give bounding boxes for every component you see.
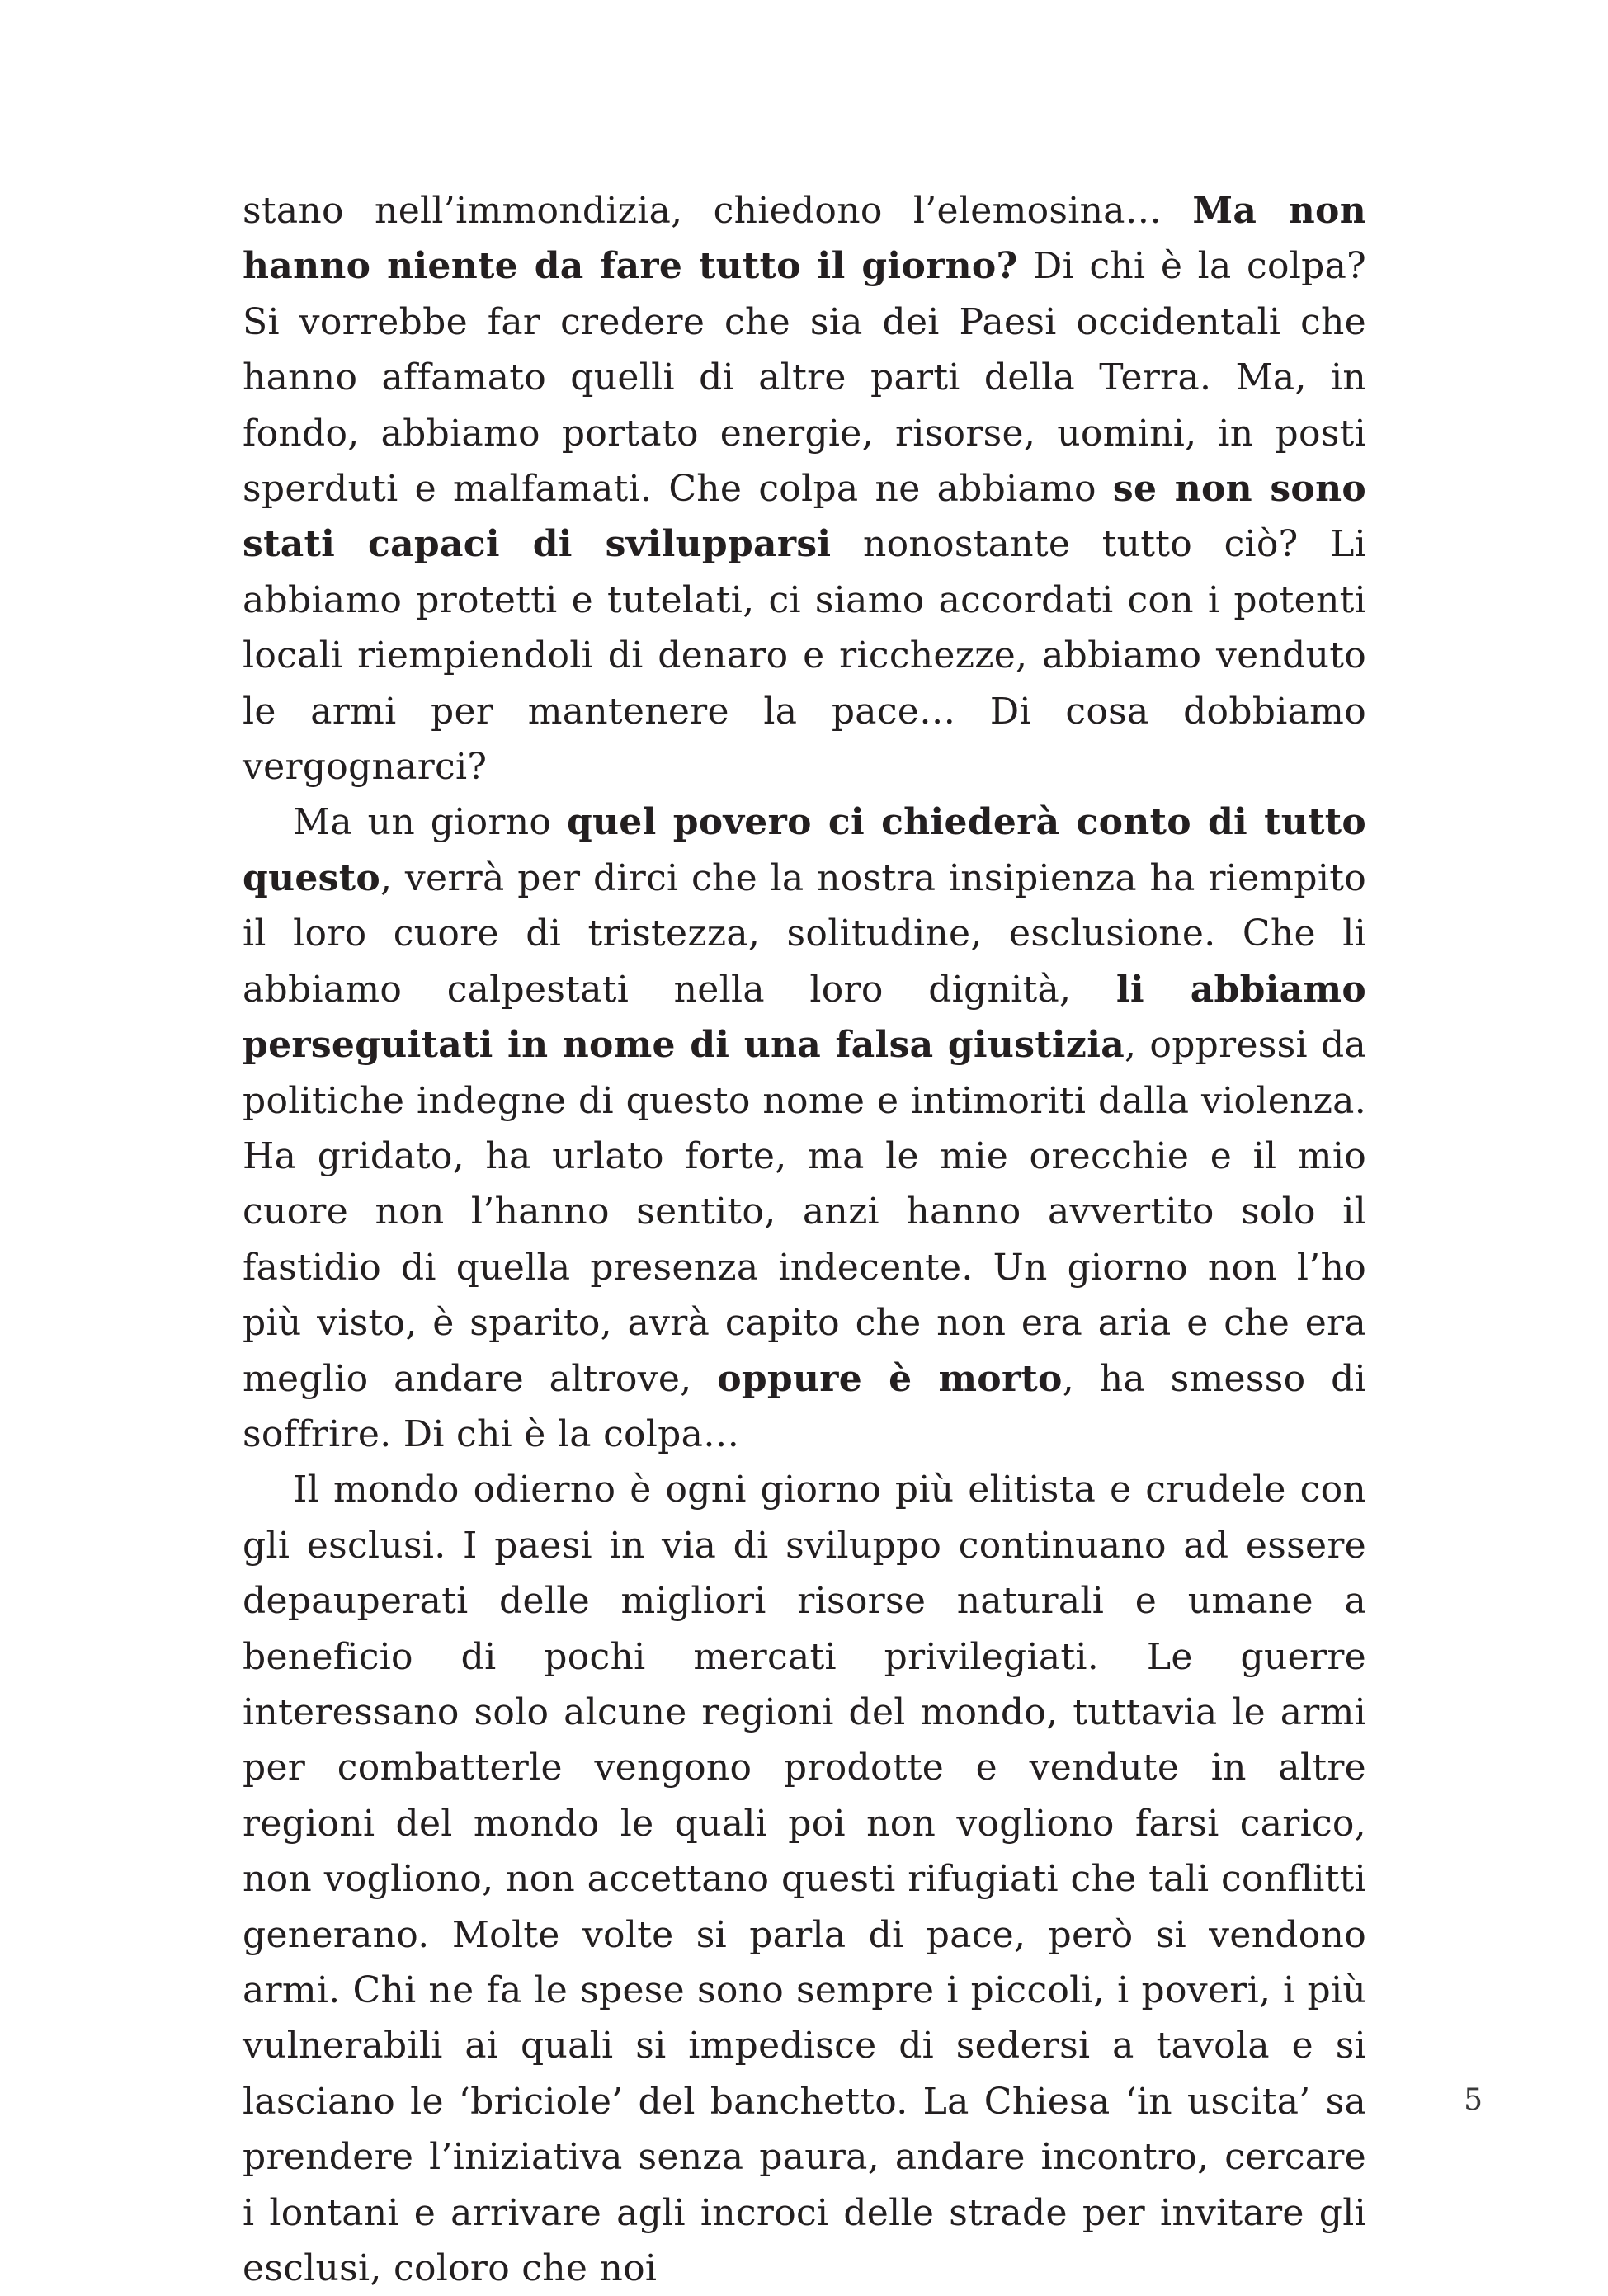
- bold-phrase: li abbiamo perseguitati in nome di una falsa giustizia: [243, 968, 1366, 1067]
- text-segment: , verrà per dirci che la nostra insipienza ha riempito il loro cuore di tristezza, solitudine, esclusione. Che li abbiamo calpestati nella loro dignità,: [243, 856, 1366, 1011]
- text-segment: Ma un giorno: [293, 801, 567, 844]
- text-segment: nonostante tutto ciò? Li abbiamo protetti e tutelati, ci siamo accordati con i potenti locali riempiendoli di denaro e ricchezze, abbiamo venduto le armi per mantenere la pace… Di cosa dobbiamo vergognarci?: [243, 523, 1366, 789]
- bold-phrase: se non sono stati capaci di svilupparsi: [243, 468, 1367, 566]
- bold-phrase: quel povero ci chiederà conto di tutto questo: [243, 801, 1366, 899]
- paragraph-2: [243, 794, 1366, 1462]
- body-text: [243, 183, 1366, 2296]
- text-segment: , oppressi da politiche indegne di questo nome e intimoriti dalla violenza. Ha gridato, ha urlato forte, ma le mie orecchie e il mio cuore non l’hanno sentito, anzi hanno avvertito solo il fastidio di quella presenza indecente. Un giorno non l’ho più visto, è sparito, avrà capito che non era aria e che era meglio andare altrove,: [243, 1024, 1366, 1400]
- text-segment: , ha smesso di soffrire. Di chi è la colpa…: [243, 1357, 1366, 1455]
- text-segment: stano nell’immondizia, chiedono l’elemosina…: [243, 190, 1193, 232]
- paragraph-3: [243, 1462, 1366, 2296]
- bold-phrase: Ma non hanno niente da fare tutto il giorno?: [243, 190, 1366, 288]
- page-number: 5: [1464, 2083, 1483, 2117]
- bold-phrase: oppure è morto: [717, 1357, 1063, 1400]
- text-segment: Di chi è la colpa? Si vorrebbe far credere che sia dei Paesi occidentali che hanno affamato quelli di altre parti della Terra. Ma, in fondo, abbiamo portato energie, risorse, uomini, in posti sperduti e malfamati. Che colpa ne abbiamo: [243, 245, 1366, 511]
- paragraph-1: [243, 183, 1366, 794]
- text-segment: Il mondo odierno è ogni giorno più elitista e crudele con gli esclusi. I paesi in via di sviluppo continuano ad essere depauperati delle migliori risorse naturali e umane a beneficio di pochi mercati privilegiati. Le guerre interessano solo alcune regioni del mondo, tuttavia le armi per combatterle vengono prodotte e vendute in altre regioni del mondo le quali poi non vogliono farsi carico, non vogliono, non accettano questi rifugiati che tali conflitti generano. Molte volte si parla di pace, però si vendono armi. Chi ne fa le spese sono sempre i piccoli, i poveri, i più vulnerabili ai quali si impedisce di sedersi a tavola e si lasciano le ‘briciole’ del banchetto. La Chiesa ‘in uscita’ sa prendere l’iniziativa senza paura, andare incontro, cercare i lontani e arrivare agli incroci delle strade per invitare gli esclusi, coloro che noi: [243, 1469, 1366, 2290]
